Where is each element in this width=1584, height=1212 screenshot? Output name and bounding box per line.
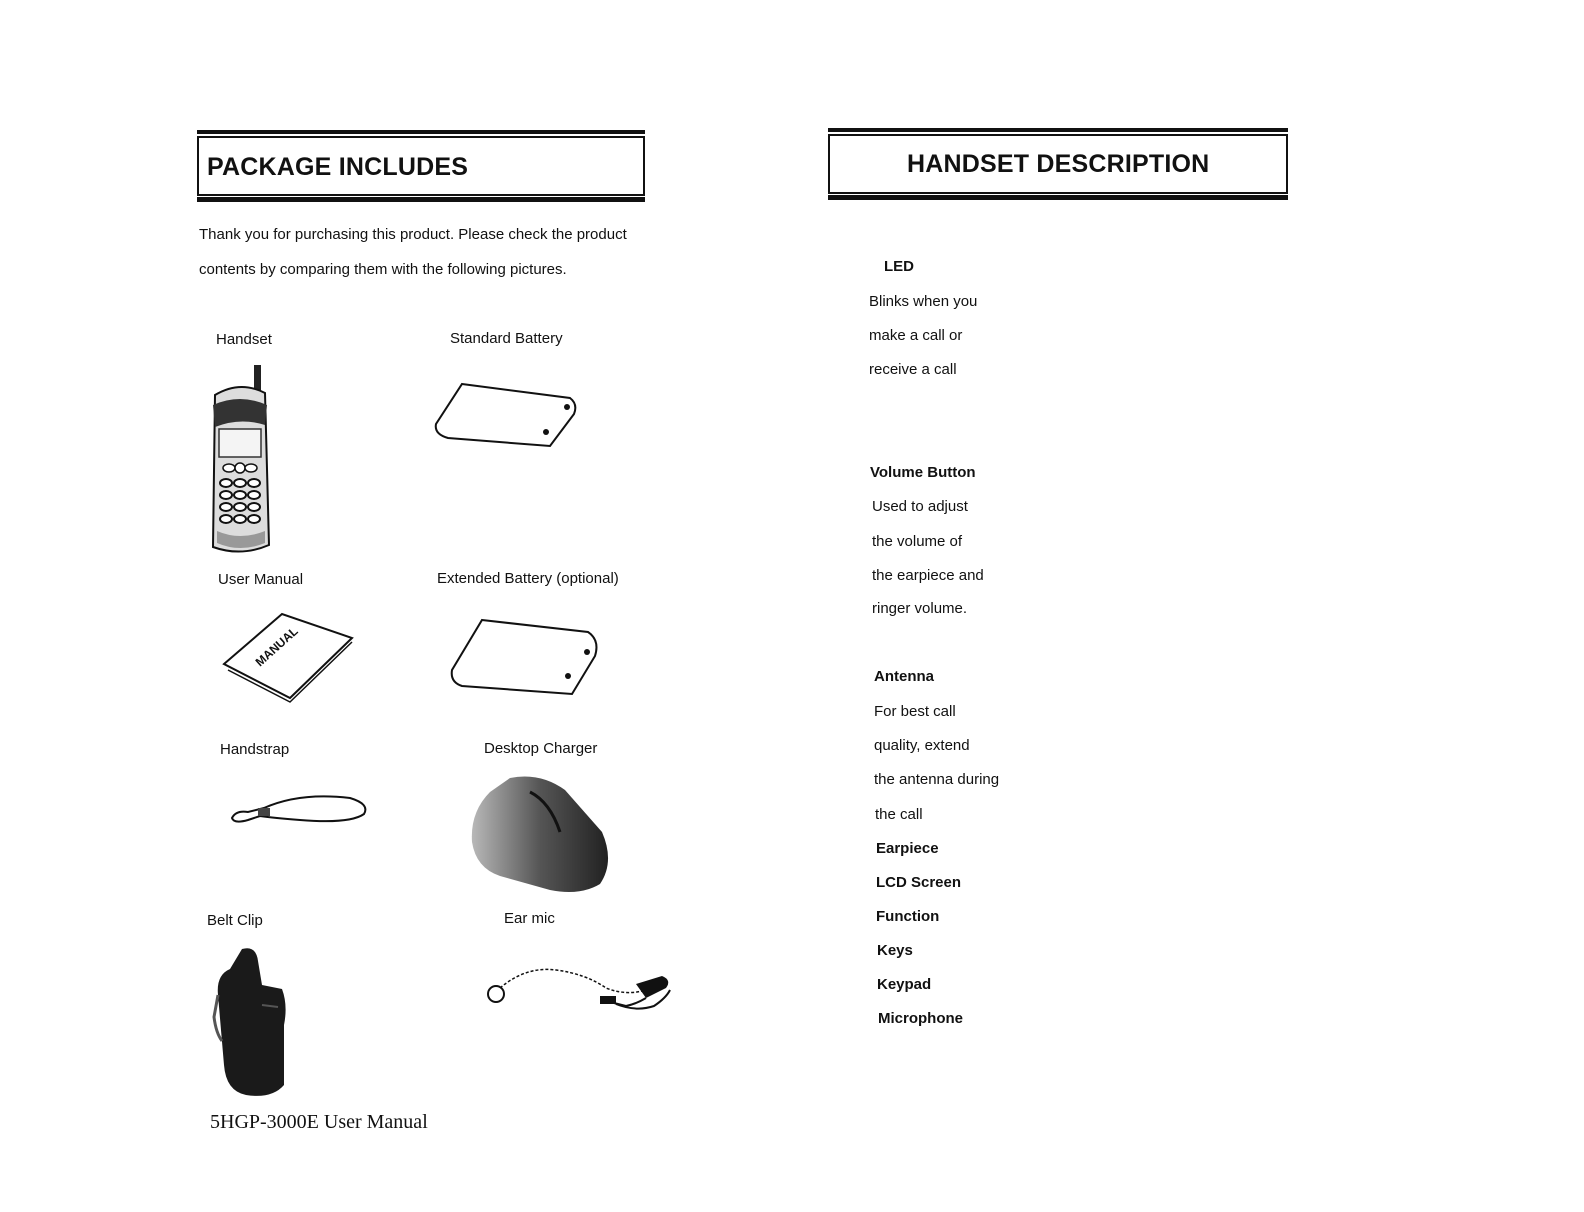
part-function: Function [876,908,940,925]
volume-line-2: the volume of [872,533,963,550]
user-manual-illustration [222,612,357,702]
part-keypad: Keypad [877,976,932,993]
antenna-line-2: quality, extend [874,737,970,754]
footer-manual-title: 5HGP-3000E User Manual [210,1111,428,1133]
manual-cover-text: MANUAL [252,624,301,670]
belt-clip-illustration [212,945,292,1100]
volume-line-1: Used to adjust [872,498,968,515]
led-line-2: make a call or [869,327,963,344]
volume-line-3: the earpiece and [872,567,984,584]
label-ear-mic: Ear mic [504,910,555,927]
label-user-manual: User Manual [218,571,304,588]
extended-battery-illustration [450,618,605,698]
led-heading: LED [884,258,914,275]
part-microphone: Microphone [878,1010,963,1027]
header-bottom-rule [197,197,645,202]
antenna-heading: Antenna [874,668,934,685]
volume-line-4: ringer volume. [872,600,968,617]
intro-line-1: Thank you for purchasing this product. Please check the product [199,226,627,243]
antenna-line-3: the antenna during [874,771,1000,788]
antenna-line-1: For best call [874,703,956,720]
ear-mic-illustration [486,962,676,1022]
part-earpiece: Earpiece [876,840,939,857]
volume-heading: Volume Button [870,464,976,481]
handstrap-illustration [230,790,370,830]
handset-illustration [205,365,275,560]
header-bottom-rule [828,195,1288,200]
label-belt-clip: Belt Clip [207,912,263,929]
label-standard-battery: Standard Battery [450,330,563,347]
part-lcd-screen: LCD Screen [876,874,962,891]
page-title-package-includes: PACKAGE INCLUDES [207,153,469,181]
desktop-charger-illustration [470,772,615,897]
header-top-rule [197,130,645,134]
part-keys: Keys [877,942,913,959]
standard-battery-illustration [432,382,582,452]
label-extended-battery: Extended Battery (optional) [437,570,619,587]
page-title-handset-description: HANDSET DESCRIPTION [907,150,1210,178]
antenna-line-4: the call [875,806,923,823]
intro-line-2: contents by comparing them with the following pictures. [199,261,567,278]
label-handset: Handset [216,331,272,348]
led-line-1: Blinks when you [869,293,978,310]
led-line-3: receive a call [869,361,957,378]
header-top-rule [828,128,1288,132]
label-handstrap: Handstrap [220,741,290,758]
label-desktop-charger: Desktop Charger [484,740,598,757]
